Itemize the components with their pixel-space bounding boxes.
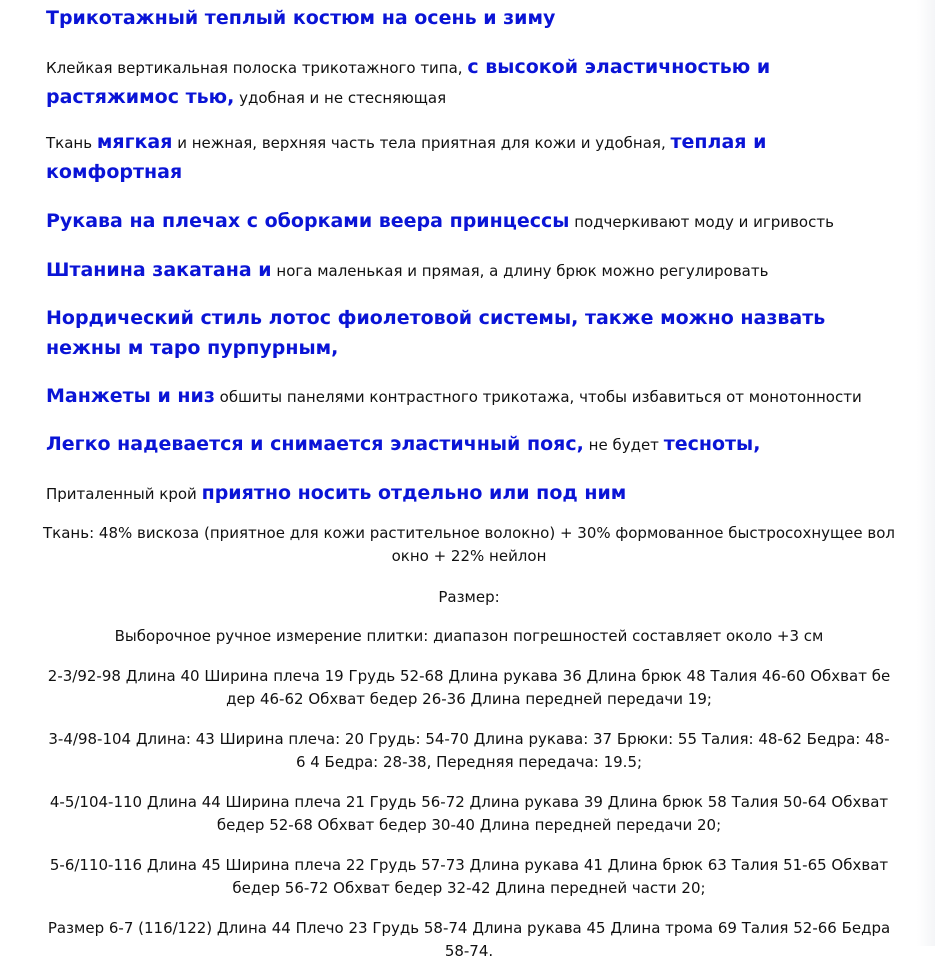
size-heading: Размер: [438,588,500,606]
feature-highlight: Нордический стиль лотос фиолетовой системы, также можно назвать нежны м таро пурпурным, [46,307,826,359]
product-description [43,4,895,980]
feature-pants [46,256,892,286]
feature-highlight: тесноты, [663,433,761,455]
feature-nordic-style [46,304,892,364]
feature-waistband [46,430,892,460]
feature-sleeves [46,207,892,237]
size-row-6-7: Размер 6-7 (116/122) Длина 44 Плечо 23 Грудь 58-74 Длина рукава 45 Длина трома 69 Талия 52-66 Бедра 58-74. [47,919,891,960]
feature-highlight: Легко надевается и снимается эластичный пояс, [46,433,584,455]
feature-fitted-cut [46,479,892,509]
feature-highlight: с высокой эластичностью и растяжимос тью, [46,56,771,108]
page-edge-shade [917,0,935,946]
size-row-3-4: 3-4/98-104 Длина: 43 Ширина плеча: 20 Грудь: 54-70 Длина рукава: 37 Брюки: 55 Талия: 48-62 Бедра: 48-6 4 Бедра: 28-38, Передняя передача: 19.5; [48,730,890,771]
size-row-4-5: 4-5/104-110 Длина 44 Ширина плеча 21 Грудь 56-72 Длина рукава 39 Длина брюк 58 Талия 50-64 Обхват бедер 52-68 Обхват бедер 30-40 Длина передней передачи 20; [49,793,889,834]
feature-highlight: теплая и комфортная [46,131,767,183]
fabric-composition: Ткань: 48% вискоза (приятное для кожи растительное волокно) + 30% формованное быстросохнущее вол окно + 22% нейлон [43,524,895,565]
size-row-2-3: 2-3/92-98 Длина 40 Ширина плеча 19 Грудь 52-68 Длина рукава 36 Длина брюк 48 Талия 46-60 Обхват бе дер 46-62 Обхват бедер 26-36 Длина передней передачи 19; [47,667,891,708]
feature-text: Ткань [46,134,93,152]
feature-text: и нежная, верхняя часть тела приятная для кожи и удобная, [177,134,666,152]
feature-text: Клейкая вертикальная полоска трикотажного типа, [46,59,463,77]
feature-fabric [46,128,892,188]
feature-text: не будет [588,436,659,454]
feature-text: обшиты панелями контрастного трикотажа, чтобы избавиться от монотонности [219,388,862,406]
product-title-line [46,4,892,34]
feature-highlight: Рукава на плечах с оборками веера принцессы [46,210,570,232]
feature-highlight: приятно носить отдельно или под ним [201,482,627,504]
feature-text: Приталенный крой [46,485,197,503]
feature-adhesive-strip [46,53,892,113]
measurement-note: Выборочное ручное измерение плитки: диапазон погрешностей составляет около +3 см [114,627,824,645]
feature-highlight: Манжеты и низ [46,385,215,407]
feature-highlight: мягкая [96,131,173,153]
feature-highlight: Штанина закатана и [46,259,272,281]
feature-text: нога маленькая и прямая, а длину брюк можно регулировать [276,262,769,280]
feature-text: подчеркивают моду и игривость [574,213,834,231]
feature-cuffs [46,382,892,412]
feature-text: удобная и не стесняющая [239,89,447,107]
size-row-5-6: 5-6/110-116 Длина 45 Ширина плеча 22 Грудь 57-73 Длина рукава 41 Длина брюк 63 Талия 51-65 Обхват бедер 56-72 Обхват бедер 32-42 Длина передней части 20; [49,856,889,897]
product-title: Трикотажный теплый костюм на осень и зиму [46,7,556,29]
